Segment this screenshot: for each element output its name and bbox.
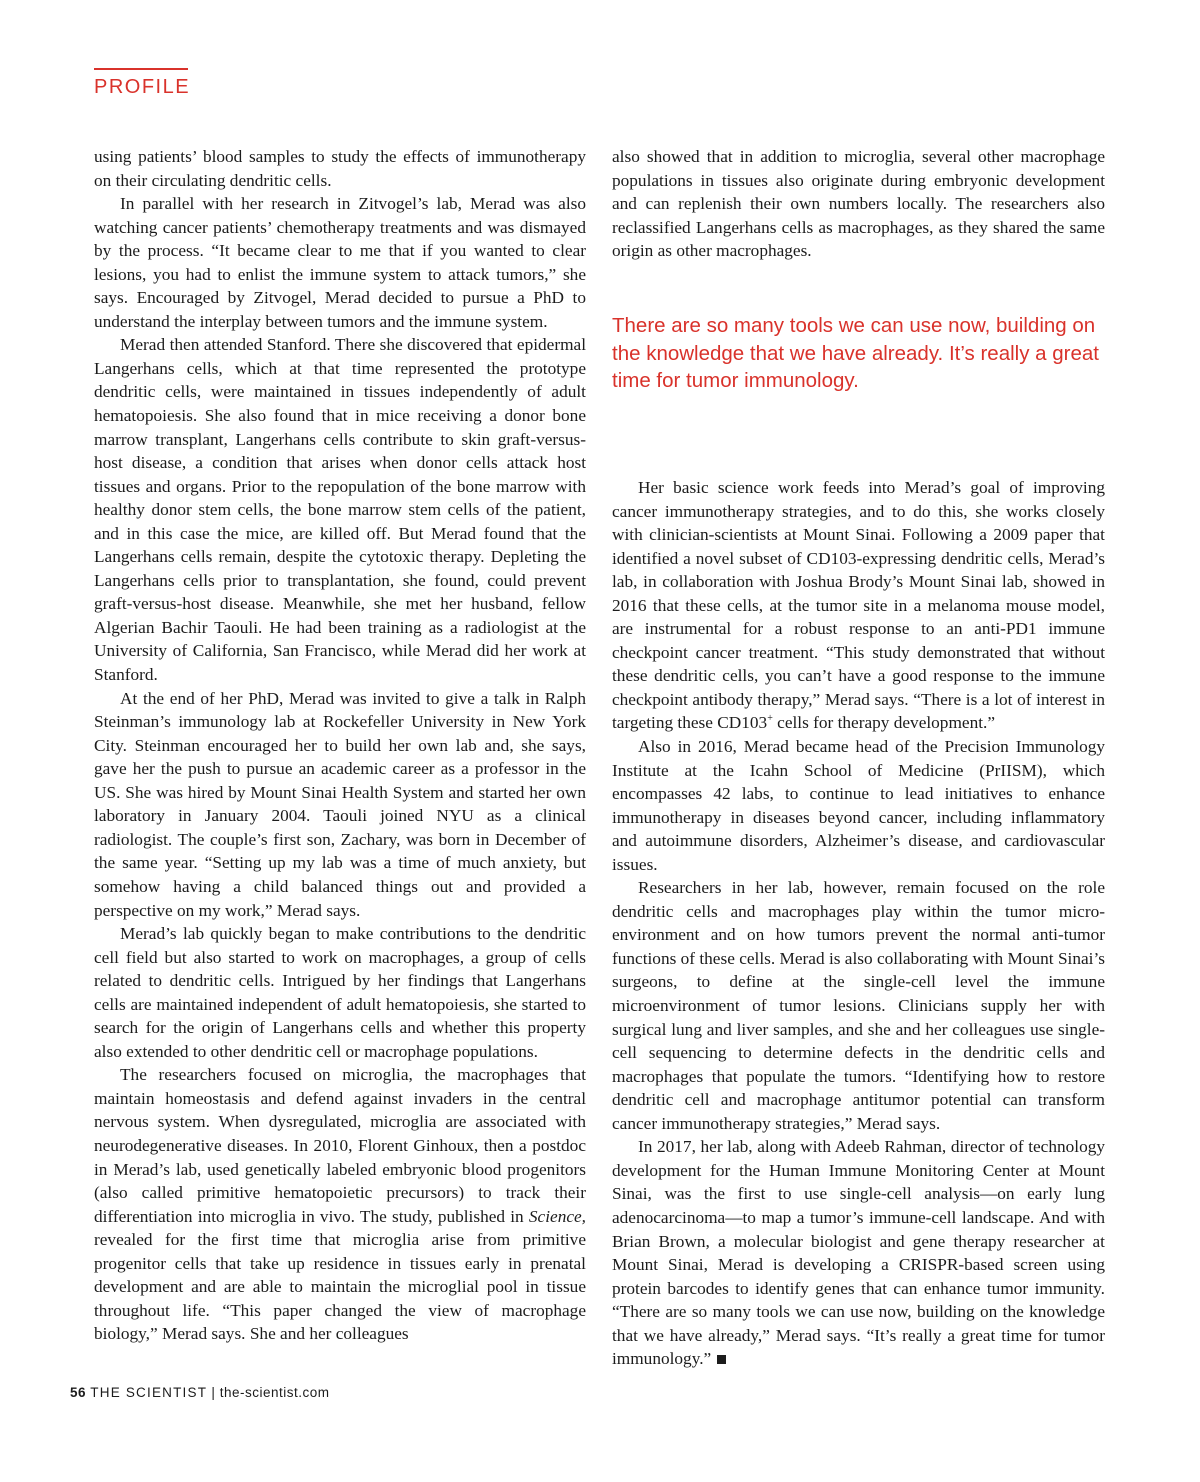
footer-separator: | (211, 1385, 216, 1400)
paragraph-text: revealed for the first time that microglia arise from primitive progenitor cells that take up residence in tissues early in prenatal development and are able to maintain the microglial pool in tissue throughout life. “This paper changed the view of macrophage biology,” Merad says. She and her colleagues (94, 1230, 586, 1344)
paragraph: also showed that in addition to microglia, several other macrophage populations in tissues also originate during embryonic development and can replenish their own numbers locally. The researchers also reclassified Langerhans cells as macrophages, as they shared the same origin as other macrophages. (612, 147, 1105, 261)
paragraph-text: Her basic science work feeds into Merad’s goal of improving cancer immunotherapy strategies, and to do this, she works closely with clinician-scientists at Mount Sinai. Following a 2009 paper that identified a novel subset of CD103-expressing dendritic cells, Merad’s lab, in collaboration with Joshua Brody’s Mount Sinai lab, showed in 2016 that these cells, at the tumor site in a melanoma mouse model, are instrumental for a robust response to an anti-PD1 immune checkpoint cancer treatment. “This study demonstrated that without these dendritic cells, you can’t have a good response to the immune checkpoint antibody therapy,” Merad says. “There is a lot of interest in targeting these CD103 (612, 478, 1105, 733)
paragraph: In parallel with her research in Zitvogel’s lab, Merad was also watching cancer patients’ chemotherapy treatments and was dismayed by the process. “It became clear to me that if you wanted to clear lesions, you had to enlist the immune system to attack tumors,” she says. Encouraged by Zitvogel, Merad decided to pursue a PhD to understand the interplay between tumors and the immune system. (94, 194, 586, 331)
paragraph: Merad’s lab quickly began to make contributions to the dendritic cell field but also started to work on macrophages, a group of cells related to dendritic cells. Intrigued by her findings that Langerhans cells are maintained independent of adult hematopoiesis, she started to search for the origin of Langerhans cells and whether this property also extended to other dendritic cell or macrophage populations. (94, 924, 586, 1061)
page-number: 56 (70, 1385, 87, 1400)
paragraph (612, 476, 1105, 735)
section-label: PROFILE (94, 76, 191, 98)
left-column (94, 145, 586, 1346)
paragraph: Researchers in her lab, however, remain focused on the role dendritic cells and macrophages play within the tumor microenvironment and on how tumors prevent the normal anti-tumor functions of these cells. Merad is also collaborating with Mount Sinai’s surgeons, to define at the single-cell level the immune microenvironment of tumor lesions. Clinicians supply her with surgical lung and liver samples, and she and her colleagues use single-cell sequencing to determine defects in the dendritic cells and macrophages that populate the tumors. “Identifying how to restore dendritic cell and macrophage antitumor potential can transform cancer immunotherapy strategies,” Merad says. (612, 878, 1105, 1133)
paragraph-text: cells for therapy development.” (772, 713, 995, 733)
paragraph (94, 1063, 586, 1346)
paragraph-text: In 2017, her lab, along with Adeeb Rahman, director of technology development for the Human Immune Monitoring Center at Mount Sinai, was the first to use single-cell analysis—on early lung adenocarcinoma—to map a tumor’s immune-cell landscape. And with Brian Brown, a molecular biologist and gene therapy researcher at Mount Sinai, Merad is developing a CRISPR-based screen using protein barcodes to identify genes that can enhance tumor immunity. “There are so many tools we can use now, building on the knowledge that we have already,” Merad says. “It’s really a great time for tumor immunology.” (612, 1137, 1105, 1369)
paragraph: Merad then attended Stanford. There she discovered that epidermal Langerhans cells, which at that time represented the prototype dendritic cells, were maintained in tissues independently of adult hematopoiesis. She also found that in mice receiving a donor bone marrow transplant, Langerhans cells contribute to skin graft-versus-host disease, a condition that arises when donor cells attack host tissues and organs. Prior to the repopulation of the bone marrow with healthy donor stem cells, the bone marrow stem cells of the patient, and in this case the mice, are killed off. But Merad found that the Langerhans cells remain, despite the cytotoxic therapy. Depleting the Langerhans cells prior to transplantation, she found, could prevent graft-versus-host disease. Meanwhile, she met her husband, fellow Algerian Bachir Taouli. He had been training as a radiologist at the University of California, San Francisco, while Merad did her work at Stanford. (94, 335, 586, 685)
paragraph: At the end of her PhD, Merad was invited to give a talk in Ralph Steinman’s immunology lab at Rockefeller University in New York City. Steinman encouraged her to build her own lab and, she says, gave her the push to pursue an academic career as a professor in the US. She was hired by Mount Sinai Health System and started her own laboratory in January 2004. Taouli joined NYU as a clinical radiologist. The couple’s first son, Zachary, was born in December of the same year. “Setting up my lab was a time of much anxiety, but somehow having a child balanced things out and provided a perspective on my work,” Merad says. (94, 688, 586, 920)
footer-folio (70, 1385, 330, 1400)
end-mark-icon (717, 1355, 726, 1364)
superscript: + (767, 713, 773, 725)
website-link[interactable]: the-scientist.com (219, 1385, 330, 1400)
paragraph: Also in 2016, Merad became head of the Precision Immunology Institute at the Icahn School of Medicine (PrIISM), which encompasses 42 labs, to continue to lead initiatives to enhance immunotherapy in diseases beyond cancer, including inflammatory and autoimmune disorders, Alzheimer’s disease, and cardiovascular issues. (612, 737, 1105, 874)
paragraph-text: The researchers focused on microglia, the macrophages that maintain homeostasis and defend against invaders in the central nervous system. When dysregulated, microglia are associated with neurodegenerative diseases. In 2010, Florent Ginhoux, then a postdoc in Merad’s lab, used genetically labeled embryonic blood progenitors (also called primitive hematopoietic precursors) to track their differentiation into microglia in vivo. The study, published in (94, 1065, 586, 1226)
paragraph: using patients’ blood samples to study the effects of immunotherapy on their circulating dendritic cells. (94, 147, 586, 190)
right-column-bottom (612, 476, 1105, 1371)
section-rule (94, 68, 188, 70)
journal-title: Science, (528, 1206, 586, 1226)
pull-quote: There are so many tools we can use now, building on the knowledge that we have already. It’s really a great time for tumor immunology. (612, 314, 1099, 392)
paragraph (612, 1135, 1105, 1370)
magazine-name: THE SCIENTIST (90, 1385, 208, 1400)
right-column-top (612, 145, 1105, 263)
